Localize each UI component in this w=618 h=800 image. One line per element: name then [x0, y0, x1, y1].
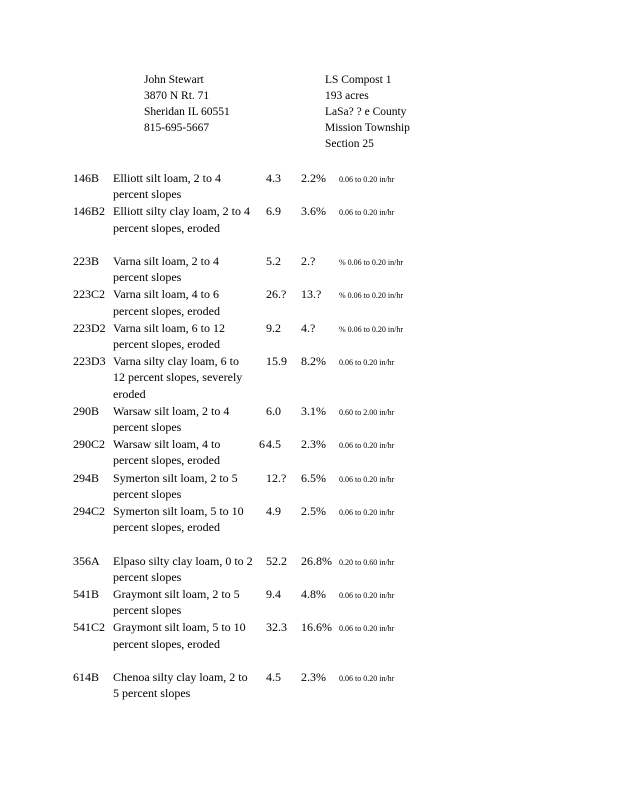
soil-percent: 6.5%	[301, 470, 326, 485]
soil-row	[73, 353, 593, 402]
owner-address: 3870 N Rt. 71	[144, 90, 210, 102]
site-township: Mission Township	[325, 122, 410, 134]
soil-description: Varna silt loam, 2 to 4 percent slopes	[113, 253, 219, 285]
soil-row	[73, 253, 593, 285]
soil-permeability: 0.06 to 0.20 in/hr	[339, 358, 395, 368]
soil-percent: 2.5%	[301, 503, 326, 518]
soil-permeability: 0.06 to 0.20 in/hr	[339, 441, 395, 451]
soil-acres: 32.3	[266, 620, 287, 635]
soil-permeability: % 0.06 to 0.20 in/hr	[339, 291, 403, 301]
soil-permeability: 0.06 to 0.20 in/hr	[339, 624, 395, 634]
owner-name: John Stewart	[144, 74, 204, 86]
soil-table	[73, 170, 593, 702]
soil-percent: 8.2%	[301, 354, 326, 369]
soil-permeability: % 0.06 to 0.20 in/hr	[339, 324, 403, 334]
soil-description: Varna silty clay loam, 6 to 12 percent slopes, severely eroded	[113, 354, 243, 401]
soil-row	[73, 470, 593, 502]
soil-permeability: 0.20 to 0.60 in/hr	[339, 557, 395, 567]
soil-acres: 15.9	[266, 354, 287, 369]
soil-acres: 4.3	[266, 171, 281, 185]
soil-permeability: 0.06 to 0.20 in/hr	[339, 175, 395, 184]
soil-row	[73, 553, 593, 585]
soil-permeability: 0.06 to 0.20 in/hr	[339, 208, 395, 218]
soil-percent: 2.2%	[301, 171, 326, 185]
soil-percent: 3.6%	[301, 204, 326, 219]
soil-acres: 9.2	[266, 320, 281, 335]
soil-percent: 26.8%	[301, 553, 332, 568]
owner-phone: 815-695-5667	[144, 122, 210, 134]
soil-row	[73, 320, 593, 352]
soil-row	[73, 436, 593, 468]
owner-block	[144, 72, 230, 136]
soil-description: Graymont silt loam, 2 to 5 percent slopes	[113, 586, 240, 618]
soil-description: Symerton silt loam, 2 to 5 percent slopes	[113, 470, 238, 501]
soil-code: 223C2	[73, 287, 106, 302]
site-county: LaSa? ? e County	[325, 106, 407, 118]
soil-row	[73, 403, 593, 435]
soil-row	[73, 586, 593, 618]
soil-acres: 6.9	[266, 204, 281, 219]
soil-row	[73, 203, 593, 252]
soil-percent: 3.1%	[301, 403, 326, 418]
soil-description: Warsaw silt loam, 4 to percent slopes, eroded	[113, 437, 221, 468]
site-block	[325, 72, 410, 152]
soil-code: 294C2	[73, 503, 106, 518]
soil-code: 223D2	[73, 320, 106, 335]
soil-acres: 4.9	[266, 503, 281, 518]
soil-row	[73, 669, 593, 701]
soil-permeability: % 0.06 to 0.20 in/hr	[339, 257, 403, 267]
soil-percent: 2.3%	[301, 669, 326, 684]
soil-code: 290B	[73, 403, 100, 418]
soil-row	[73, 619, 593, 668]
soil-code: 356A	[73, 553, 100, 568]
soil-extra: 6	[259, 437, 265, 452]
soil-code: 541B	[73, 586, 100, 601]
soil-percent: 2.3%	[301, 437, 326, 452]
soil-description: Warsaw silt loam, 2 to 4 percent slopes	[113, 403, 230, 434]
soil-percent: 16.6%	[301, 620, 332, 635]
soil-permeability: 0.60 to 2.00 in/hr	[339, 407, 395, 417]
soil-code: 294B	[73, 470, 100, 485]
soil-permeability: 0.06 to 0.20 in/hr	[339, 507, 395, 517]
soil-code: 614B	[73, 669, 100, 684]
soil-acres: 26.?	[266, 287, 287, 302]
soil-permeability: 0.06 to 0.20 in/hr	[339, 474, 395, 484]
soil-permeability: 0.06 to 0.20 in/hr	[339, 673, 395, 683]
soil-description: Elliott silty clay loam, 2 to 4 percent slopes, eroded	[113, 204, 250, 235]
soil-description: Elliott silt loam, 2 to 4 percent slopes	[113, 171, 221, 202]
site-section: Section 25	[325, 138, 374, 150]
soil-acres: 4.5	[266, 669, 281, 684]
soil-description: Elpaso silty clay loam, 0 to 2 percent slopes	[113, 553, 253, 584]
soil-description: Varna silt loam, 6 to 12 percent slopes, eroded	[113, 320, 225, 351]
soil-percent: 2.?	[301, 253, 316, 268]
soil-code: 541C2	[73, 620, 106, 635]
site-acres: 193 acres	[325, 90, 369, 102]
soil-acres: 6.0	[266, 403, 281, 418]
soil-description: Varna silt loam, 4 to 6 percent slopes, eroded	[113, 287, 220, 318]
soil-acres: 5.2	[266, 253, 281, 268]
site-name: LS Compost 1	[325, 74, 392, 86]
soil-code: 290C2	[73, 437, 106, 452]
soil-description: Symerton silt loam, 5 to 10 percent slopes, eroded	[113, 503, 244, 535]
soil-code: 146B2	[73, 204, 106, 219]
soil-percent: 4.?	[301, 320, 316, 335]
soil-code: 146B	[73, 171, 100, 185]
soil-code: 223D3	[73, 354, 106, 369]
soil-acres: 4.5	[266, 437, 281, 452]
soil-permeability: 0.06 to 0.20 in/hr	[339, 590, 395, 600]
soil-row	[73, 170, 593, 202]
soil-acres: 52.2	[266, 553, 287, 568]
soil-code: 223B	[73, 253, 100, 268]
soil-percent: 4.8%	[301, 586, 326, 601]
soil-percent: 13.?	[301, 287, 322, 302]
soil-description: Chenoa silty clay loam, 2 to 5 percent slopes	[113, 669, 248, 701]
soil-acres: 12.?	[266, 470, 287, 485]
soil-row	[73, 286, 593, 318]
soil-description: Graymont silt loam, 5 to 10 percent slopes, eroded	[113, 620, 246, 651]
soil-acres: 9.4	[266, 586, 281, 601]
owner-city: Sheridan IL 60551	[144, 106, 230, 118]
soil-row	[73, 503, 593, 552]
